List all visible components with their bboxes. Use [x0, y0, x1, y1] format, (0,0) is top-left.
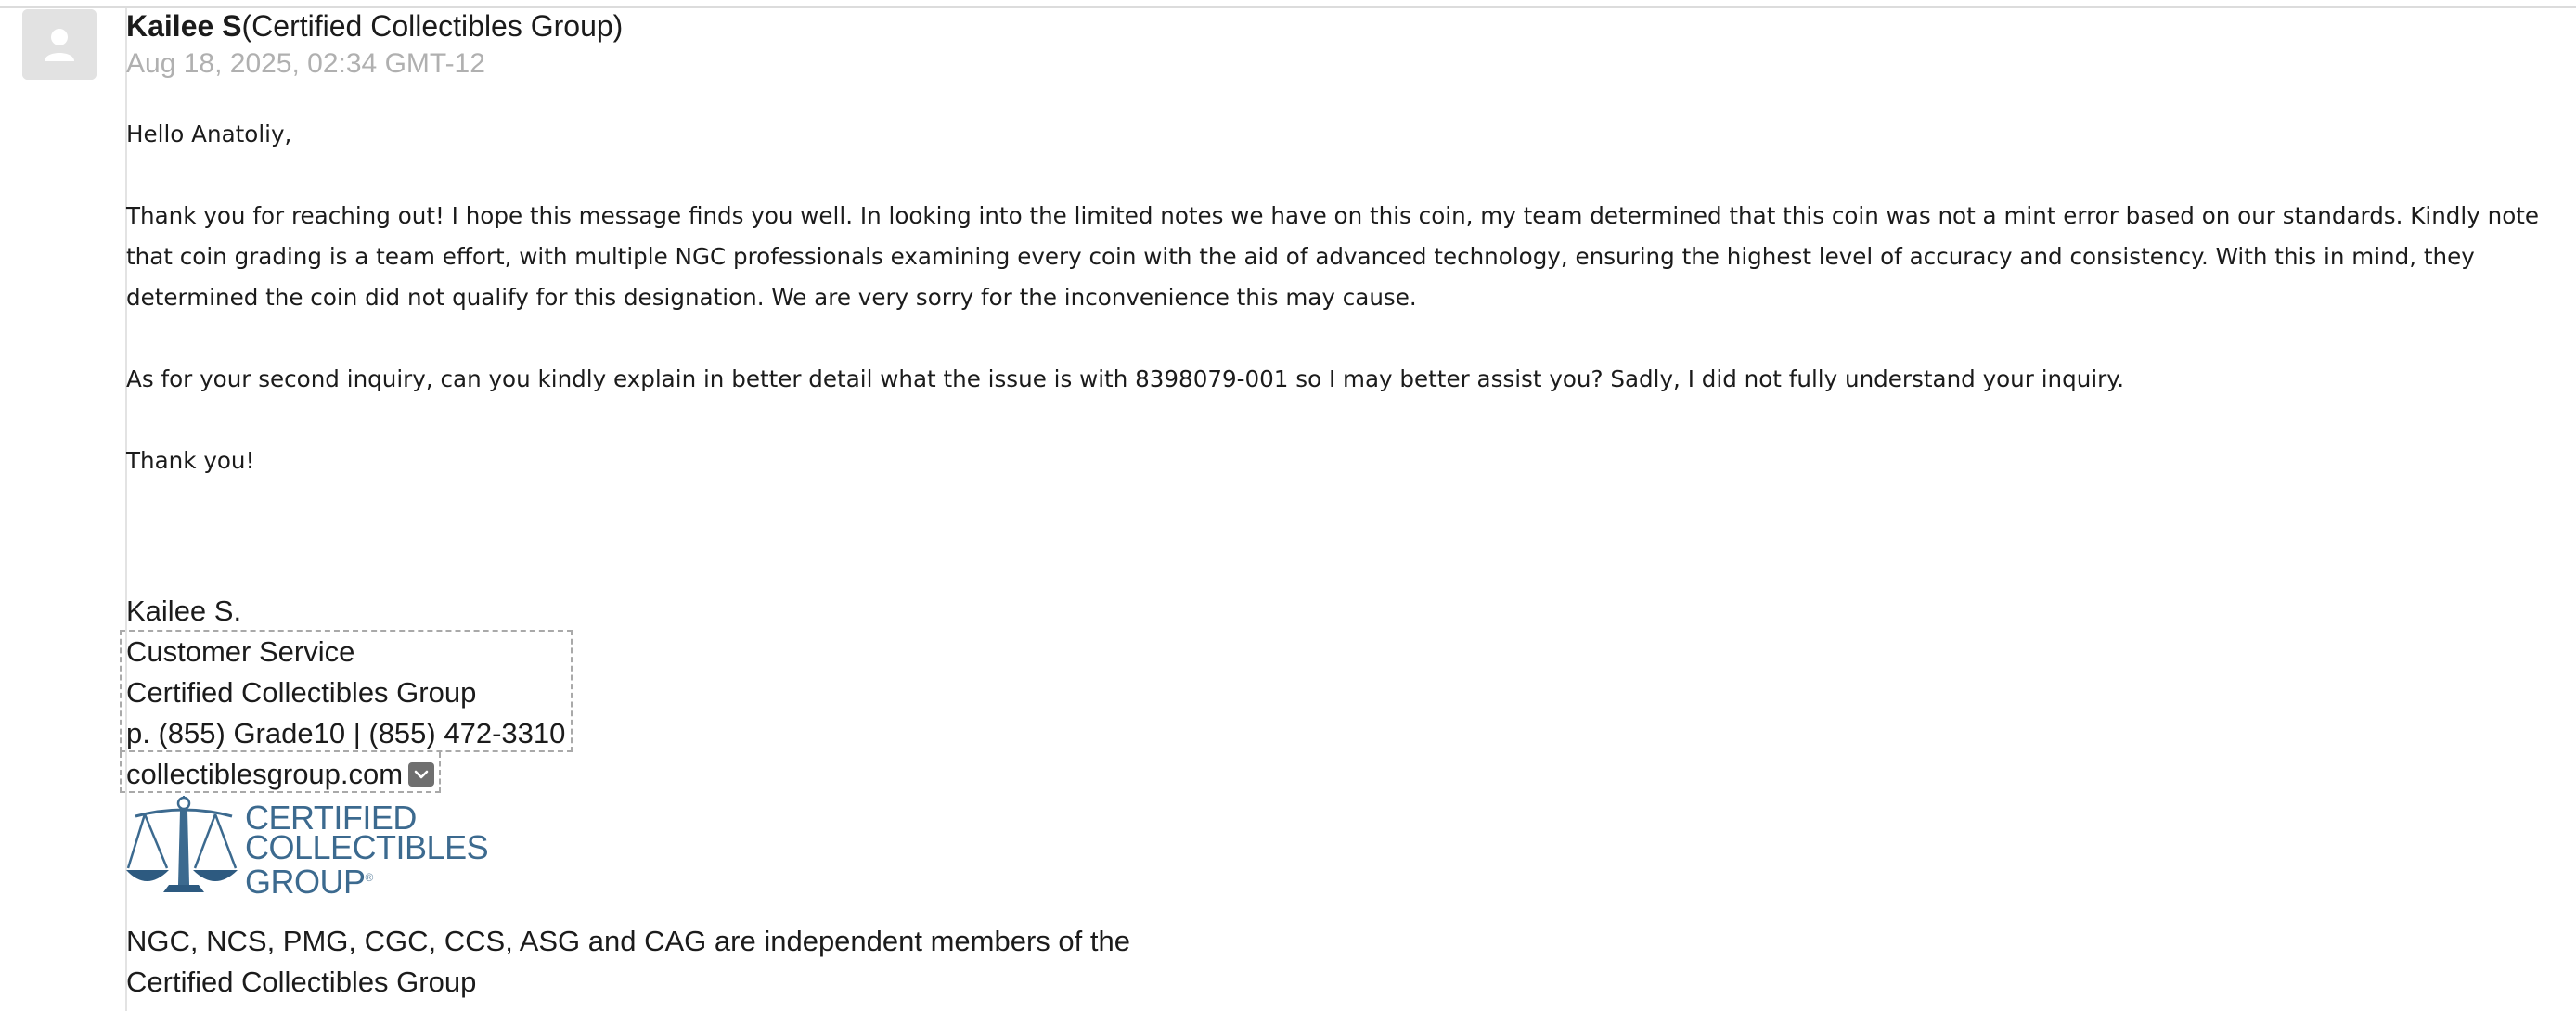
greeting: Hello Anatoliy,	[126, 121, 292, 147]
sender-name[interactable]: Kailee S	[126, 9, 242, 43]
user-silhouette-icon	[22, 9, 97, 80]
logo-wordmark	[245, 799, 489, 901]
signature-phone: p. (855) Grade10 | (855) 472-3310	[126, 717, 566, 749]
body-paragraph-1: Thank you for reaching out! I hope this message finds you well. In looking into the limited notes we have on this coin, my team determined that this coin was not a mint error based on our standards. Kindly note that coin grading is a team effort, with multiple NGC professionals examining every coin with the aid of advanced technology, ensuring the highest level of accuracy and consistency. With this in mind, they determined the coin did not qualify for this designation. We are very sorry for the inconvenience this may cause.	[126, 202, 2540, 311]
closing: Thank you!	[126, 447, 255, 474]
link-options-button[interactable]	[408, 762, 434, 787]
chevron-down-icon	[413, 769, 430, 780]
sender-header	[126, 7, 623, 45]
signature-role: Customer Service	[126, 635, 355, 668]
avatar[interactable]	[22, 9, 97, 80]
signature-footer-note: NGC, NCS, PMG, CGC, CCS, ASG and CAG are independent members of the Certified Collectibles Group	[126, 925, 1130, 998]
logo-registered-mark: ®	[365, 871, 373, 884]
signature-website-link[interactable]: collectiblesgroup.com	[126, 758, 404, 790]
scales-of-justice-icon	[126, 796, 238, 902]
company-logo	[126, 796, 489, 902]
logo-line-2: COLLECTIBLES	[245, 828, 489, 866]
signature-name: Kailee S.	[126, 595, 242, 627]
logo-line-1: CERTIFIED	[245, 799, 417, 837]
sender-org: (Certified Collectibles Group)	[241, 9, 624, 43]
message-date: Aug 18, 2025, 02:34 GMT-12	[126, 48, 485, 79]
logo-line-3-row	[245, 863, 488, 901]
body-paragraph-2: As for your second inquiry, can you kindly explain in better detail what the issue is with 8398079-001 so I may better assist you? Sadly, I did not fully understand your inquiry.	[126, 365, 2125, 392]
logo-line-3: GROUP	[245, 863, 366, 901]
signature-company: Certified Collectibles Group	[126, 676, 477, 709]
